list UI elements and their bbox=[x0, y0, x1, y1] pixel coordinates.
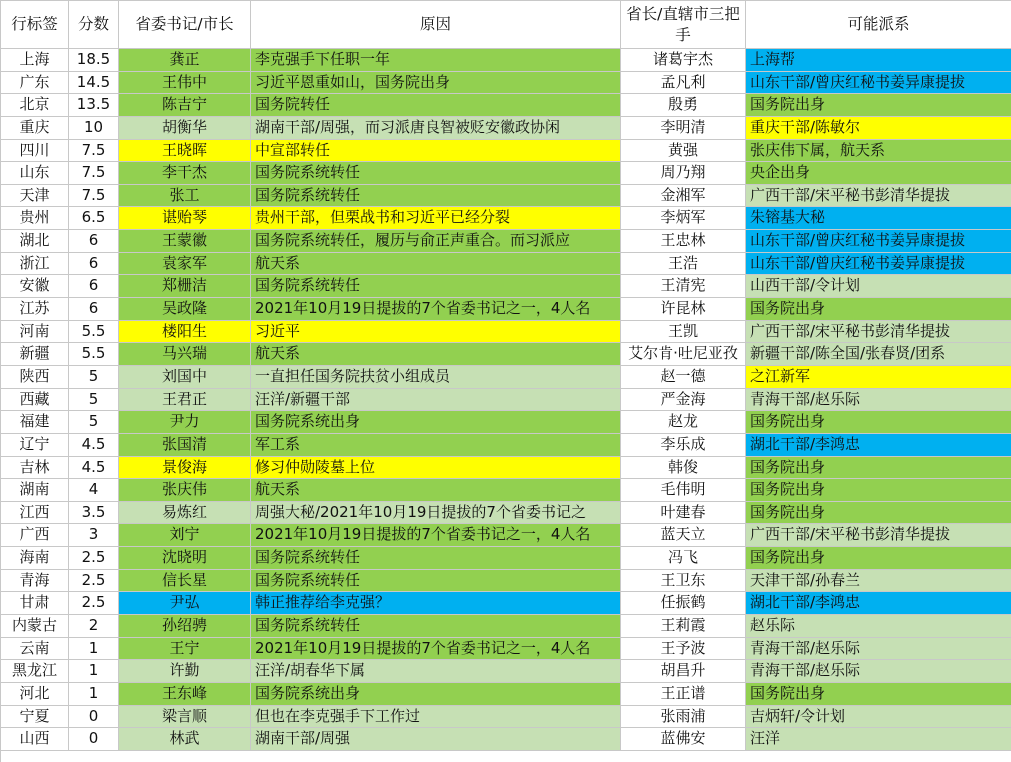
cell-province[interactable]: 四川 bbox=[1, 140, 69, 163]
cell-score[interactable]: 5.5 bbox=[69, 343, 119, 366]
cell-score[interactable]: 6 bbox=[69, 253, 119, 276]
cell-score[interactable]: 1 bbox=[69, 660, 119, 683]
cell-province[interactable]: 江西 bbox=[1, 502, 69, 525]
cell-reason[interactable]: 汪洋/胡春华下属 bbox=[251, 660, 621, 683]
cell-reason[interactable]: 2021年10月19日提拔的7个省委书记之一，4人名 bbox=[251, 638, 621, 661]
cell-province[interactable]: 贵州 bbox=[1, 207, 69, 230]
cell-secretary[interactable]: 胡衡华 bbox=[119, 117, 251, 140]
cell-score[interactable]: 2 bbox=[69, 615, 119, 638]
cell-score[interactable]: 7.5 bbox=[69, 140, 119, 163]
cell-faction[interactable]: 山东干部/曾庆红秘书姜异康提拔 bbox=[746, 253, 1011, 276]
cell-secretary[interactable]: 刘国中 bbox=[119, 366, 251, 389]
cell-score[interactable]: 1 bbox=[69, 638, 119, 661]
cell-faction[interactable]: 国务院出身 bbox=[746, 457, 1011, 480]
cell-governor[interactable]: 赵龙 bbox=[621, 411, 746, 434]
cell-province[interactable]: 上海 bbox=[1, 49, 69, 72]
cell-score[interactable]: 1 bbox=[69, 683, 119, 706]
cell-score[interactable]: 5 bbox=[69, 389, 119, 412]
cell-province[interactable]: 北京 bbox=[1, 94, 69, 117]
cell-province[interactable]: 甘肃 bbox=[1, 592, 69, 615]
cell-governor[interactable]: 王予波 bbox=[621, 638, 746, 661]
cell-province[interactable]: 安徽 bbox=[1, 275, 69, 298]
cell-governor[interactable]: 孟凡利 bbox=[621, 72, 746, 95]
cell-reason[interactable]: 国务院系统出身 bbox=[251, 411, 621, 434]
cell-reason[interactable]: 习近平恩重如山，国务院出身 bbox=[251, 72, 621, 95]
cell-faction[interactable]: 广西干部/宋平秘书彭清华提拔 bbox=[746, 321, 1011, 344]
cell-faction[interactable]: 山东干部/曾庆红秘书姜异康提拔 bbox=[746, 72, 1011, 95]
cell-faction[interactable]: 国务院出身 bbox=[746, 547, 1011, 570]
cell-secretary[interactable]: 尹力 bbox=[119, 411, 251, 434]
cell-score[interactable]: 6 bbox=[69, 230, 119, 253]
cell-province[interactable]: 湖北 bbox=[1, 230, 69, 253]
cell-faction[interactable]: 国务院出身 bbox=[746, 411, 1011, 434]
cell-reason[interactable]: 航天系 bbox=[251, 253, 621, 276]
cell-faction[interactable]: 张庆伟下属，航天系 bbox=[746, 140, 1011, 163]
cell-score[interactable]: 4.5 bbox=[69, 434, 119, 457]
cell-score[interactable]: 3.5 bbox=[69, 502, 119, 525]
cell-secretary[interactable]: 王宁 bbox=[119, 638, 251, 661]
header-cell-province[interactable]: 行标签 bbox=[1, 1, 69, 49]
header-cell-secretary[interactable]: 省委书记/市长 bbox=[119, 1, 251, 49]
cell-reason[interactable]: 习近平 bbox=[251, 321, 621, 344]
cell-score[interactable]: 3 bbox=[69, 524, 119, 547]
cell-reason[interactable]: 贵州干部，但栗战书和习近平已经分裂 bbox=[251, 207, 621, 230]
cell-governor[interactable]: 王忠林 bbox=[621, 230, 746, 253]
cell-faction[interactable]: 国务院出身 bbox=[746, 502, 1011, 525]
cell-governor[interactable]: 胡昌升 bbox=[621, 660, 746, 683]
cell-reason[interactable]: 国务院转任 bbox=[251, 94, 621, 117]
cell-reason[interactable]: 湖南干部/周强 bbox=[251, 728, 621, 751]
cell-faction[interactable]: 赵乐际 bbox=[746, 615, 1011, 638]
cell-secretary[interactable]: 张工 bbox=[119, 185, 251, 208]
cell-reason[interactable]: 国务院系统转任 bbox=[251, 275, 621, 298]
cell-governor[interactable]: 诸葛宇杰 bbox=[621, 49, 746, 72]
cell-reason[interactable]: 2021年10月19日提拔的7个省委书记之一，4人名 bbox=[251, 298, 621, 321]
cell-governor[interactable]: 李乐成 bbox=[621, 434, 746, 457]
cell-reason[interactable]: 韩正推荐给李克强？ bbox=[251, 592, 621, 615]
cell-reason[interactable]: 一直担任国务院扶贫小组成员 bbox=[251, 366, 621, 389]
cell-governor[interactable]: 王凯 bbox=[621, 321, 746, 344]
cell-province[interactable]: 内蒙古 bbox=[1, 615, 69, 638]
cell-faction[interactable]: 国务院出身 bbox=[746, 479, 1011, 502]
cell-province[interactable]: 辽宁 bbox=[1, 434, 69, 457]
cell-faction[interactable]: 天津干部/孙春兰 bbox=[746, 570, 1011, 593]
cell-reason[interactable]: 汪洋/新疆干部 bbox=[251, 389, 621, 412]
cell-governor[interactable]: 王正谱 bbox=[621, 683, 746, 706]
cell-reason[interactable]: 航天系 bbox=[251, 343, 621, 366]
cell-secretary[interactable]: 谌贻琴 bbox=[119, 207, 251, 230]
cell-faction[interactable]: 吉炳轩/令计划 bbox=[746, 706, 1011, 729]
cell-faction[interactable]: 青海干部/赵乐际 bbox=[746, 660, 1011, 683]
cell-province[interactable]: 广西 bbox=[1, 524, 69, 547]
cell-secretary[interactable]: 张庆伟 bbox=[119, 479, 251, 502]
cell-province[interactable]: 吉林 bbox=[1, 457, 69, 480]
cell-secretary[interactable]: 王君正 bbox=[119, 389, 251, 412]
cell-governor[interactable]: 赵一德 bbox=[621, 366, 746, 389]
cell-province[interactable]: 山西 bbox=[1, 728, 69, 751]
cell-reason[interactable]: 修习仲勋陵墓上位 bbox=[251, 457, 621, 480]
cell-secretary[interactable]: 楼阳生 bbox=[119, 321, 251, 344]
cell-faction[interactable]: 之江新军 bbox=[746, 366, 1011, 389]
cell-faction[interactable]: 山西干部/令计划 bbox=[746, 275, 1011, 298]
cell-score[interactable]: 6 bbox=[69, 275, 119, 298]
cell-score[interactable]: 0 bbox=[69, 706, 119, 729]
cell-secretary[interactable]: 龚正 bbox=[119, 49, 251, 72]
cell-governor[interactable]: 任振鹤 bbox=[621, 592, 746, 615]
cell-governor[interactable]: 毛伟明 bbox=[621, 479, 746, 502]
cell-reason[interactable]: 航天系 bbox=[251, 479, 621, 502]
cell-secretary[interactable]: 马兴瑞 bbox=[119, 343, 251, 366]
cell-faction[interactable]: 朱镕基大秘 bbox=[746, 207, 1011, 230]
cell-province[interactable]: 黑龙江 bbox=[1, 660, 69, 683]
cell-faction[interactable]: 山东干部/曾庆红秘书姜异康提拔 bbox=[746, 230, 1011, 253]
cell-score[interactable]: 7.5 bbox=[69, 162, 119, 185]
cell-faction[interactable]: 国务院出身 bbox=[746, 94, 1011, 117]
cell-reason[interactable]: 周强大秘/2021年10月19日提拔的7个省委书记之 bbox=[251, 502, 621, 525]
cell-province[interactable]: 山东 bbox=[1, 162, 69, 185]
cell-province[interactable]: 西藏 bbox=[1, 389, 69, 412]
cell-governor[interactable]: 金湘军 bbox=[621, 185, 746, 208]
cell-score[interactable]: 2.5 bbox=[69, 547, 119, 570]
cell-secretary[interactable]: 刘宁 bbox=[119, 524, 251, 547]
header-cell-reason[interactable]: 原因 bbox=[251, 1, 621, 49]
cell-faction[interactable]: 广西干部/宋平秘书彭清华提拔 bbox=[746, 185, 1011, 208]
header-cell-governor[interactable]: 省长/直辖市三把手 bbox=[621, 1, 746, 49]
cell-reason[interactable]: 但也在李克强手下工作过 bbox=[251, 706, 621, 729]
cell-secretary[interactable]: 王伟中 bbox=[119, 72, 251, 95]
cell-governor[interactable]: 冯飞 bbox=[621, 547, 746, 570]
cell-secretary[interactable]: 吴政隆 bbox=[119, 298, 251, 321]
cell-faction[interactable]: 汪洋 bbox=[746, 728, 1011, 751]
cell-province[interactable]: 重庆 bbox=[1, 117, 69, 140]
cell-province[interactable]: 福建 bbox=[1, 411, 69, 434]
header-cell-score[interactable]: 分数 bbox=[69, 1, 119, 49]
cell-faction[interactable]: 央企出身 bbox=[746, 162, 1011, 185]
cell-score[interactable]: 5 bbox=[69, 366, 119, 389]
cell-secretary[interactable]: 王晓晖 bbox=[119, 140, 251, 163]
cell-reason[interactable]: 国务院系统转任 bbox=[251, 547, 621, 570]
cell-reason[interactable]: 国务院系统转任，履历与俞正声重合。而习派应 bbox=[251, 230, 621, 253]
cell-reason[interactable]: 国务院系统转任 bbox=[251, 570, 621, 593]
cell-reason[interactable]: 军工系 bbox=[251, 434, 621, 457]
cell-reason[interactable]: 国务院系统出身 bbox=[251, 683, 621, 706]
cell-faction[interactable]: 湖北干部/李鸿忠 bbox=[746, 592, 1011, 615]
cell-faction[interactable]: 国务院出身 bbox=[746, 683, 1011, 706]
cell-secretary[interactable]: 林武 bbox=[119, 728, 251, 751]
cell-province[interactable]: 江苏 bbox=[1, 298, 69, 321]
cell-score[interactable]: 0 bbox=[69, 728, 119, 751]
cell-secretary[interactable]: 尹弘 bbox=[119, 592, 251, 615]
cell-faction[interactable]: 湖北干部/李鸿忠 bbox=[746, 434, 1011, 457]
cell-governor[interactable]: 李明清 bbox=[621, 117, 746, 140]
cell-faction[interactable]: 重庆干部/陈敏尔 bbox=[746, 117, 1011, 140]
cell-governor[interactable]: 艾尔肯·吐尼亚孜 bbox=[621, 343, 746, 366]
cell-province[interactable]: 广东 bbox=[1, 72, 69, 95]
cell-faction[interactable]: 新疆干部/陈全国/张春贤/团系 bbox=[746, 343, 1011, 366]
cell-secretary[interactable]: 王东峰 bbox=[119, 683, 251, 706]
cell-faction[interactable]: 青海干部/赵乐际 bbox=[746, 638, 1011, 661]
cell-score[interactable]: 5.5 bbox=[69, 321, 119, 344]
cell-governor[interactable]: 严金海 bbox=[621, 389, 746, 412]
cell-province[interactable]: 天津 bbox=[1, 185, 69, 208]
cell-governor[interactable]: 黄强 bbox=[621, 140, 746, 163]
cell-reason[interactable]: 李克强手下任职一年 bbox=[251, 49, 621, 72]
cell-province[interactable]: 湖南 bbox=[1, 479, 69, 502]
cell-score[interactable]: 6 bbox=[69, 298, 119, 321]
cell-secretary[interactable]: 沈晓明 bbox=[119, 547, 251, 570]
cell-governor[interactable]: 王浩 bbox=[621, 253, 746, 276]
cell-secretary[interactable]: 陈吉宁 bbox=[119, 94, 251, 117]
cell-governor[interactable]: 蓝佛安 bbox=[621, 728, 746, 751]
cell-secretary[interactable]: 孙绍骋 bbox=[119, 615, 251, 638]
cell-province[interactable]: 云南 bbox=[1, 638, 69, 661]
cell-province[interactable]: 浙江 bbox=[1, 253, 69, 276]
cell-score[interactable]: 2.5 bbox=[69, 592, 119, 615]
cell-governor[interactable]: 许昆林 bbox=[621, 298, 746, 321]
cell-faction[interactable]: 广西干部/宋平秘书彭清华提拔 bbox=[746, 524, 1011, 547]
cell-province[interactable]: 河南 bbox=[1, 321, 69, 344]
cell-governor[interactable]: 蓝天立 bbox=[621, 524, 746, 547]
cell-score[interactable]: 18.5 bbox=[69, 49, 119, 72]
cell-province[interactable]: 海南 bbox=[1, 547, 69, 570]
cell-governor[interactable]: 王卫东 bbox=[621, 570, 746, 593]
cell-reason[interactable]: 国务院系统转任 bbox=[251, 185, 621, 208]
cell-secretary[interactable]: 许勤 bbox=[119, 660, 251, 683]
cell-secretary[interactable]: 王蒙徽 bbox=[119, 230, 251, 253]
cell-reason[interactable]: 国务院系统转任 bbox=[251, 162, 621, 185]
cell-secretary[interactable]: 郑栅洁 bbox=[119, 275, 251, 298]
cell-score[interactable]: 5 bbox=[69, 411, 119, 434]
cell-secretary[interactable]: 梁言顺 bbox=[119, 706, 251, 729]
cell-score[interactable]: 13.5 bbox=[69, 94, 119, 117]
cell-score[interactable]: 10 bbox=[69, 117, 119, 140]
cell-governor[interactable]: 王清宪 bbox=[621, 275, 746, 298]
cell-governor[interactable]: 殷勇 bbox=[621, 94, 746, 117]
cell-faction[interactable]: 上海帮 bbox=[746, 49, 1011, 72]
cell-governor[interactable]: 叶建春 bbox=[621, 502, 746, 525]
cell-reason[interactable]: 2021年10月19日提拔的7个省委书记之一，4人名 bbox=[251, 524, 621, 547]
cell-province[interactable]: 陕西 bbox=[1, 366, 69, 389]
cell-faction[interactable]: 国务院出身 bbox=[746, 298, 1011, 321]
header-cell-faction[interactable]: 可能派系 bbox=[746, 1, 1011, 49]
cell-province[interactable]: 新疆 bbox=[1, 343, 69, 366]
cell-reason[interactable]: 国务院系统转任 bbox=[251, 615, 621, 638]
cell-reason[interactable]: 中宣部转任 bbox=[251, 140, 621, 163]
cell-score[interactable]: 7.5 bbox=[69, 185, 119, 208]
cell-secretary[interactable]: 张国清 bbox=[119, 434, 251, 457]
cell-score[interactable]: 14.5 bbox=[69, 72, 119, 95]
cell-governor[interactable]: 王莉霞 bbox=[621, 615, 746, 638]
cell-score[interactable]: 2.5 bbox=[69, 570, 119, 593]
cell-score[interactable]: 4 bbox=[69, 479, 119, 502]
cell-governor[interactable]: 周乃翔 bbox=[621, 162, 746, 185]
cell-governor[interactable]: 韩俊 bbox=[621, 457, 746, 480]
cell-score[interactable]: 4.5 bbox=[69, 457, 119, 480]
cell-secretary[interactable]: 袁家军 bbox=[119, 253, 251, 276]
cell-reason[interactable]: 湖南干部/周强，而习派唐良智被贬安徽政协闲 bbox=[251, 117, 621, 140]
cell-score[interactable]: 6.5 bbox=[69, 207, 119, 230]
cell-province[interactable]: 青海 bbox=[1, 570, 69, 593]
cell-secretary[interactable]: 易炼红 bbox=[119, 502, 251, 525]
cell-province[interactable]: 河北 bbox=[1, 683, 69, 706]
cell-secretary[interactable]: 李干杰 bbox=[119, 162, 251, 185]
cell-secretary[interactable]: 景俊海 bbox=[119, 457, 251, 480]
cell-governor[interactable]: 李炳军 bbox=[621, 207, 746, 230]
cell-province[interactable]: 宁夏 bbox=[1, 706, 69, 729]
cell-faction[interactable]: 青海干部/赵乐际 bbox=[746, 389, 1011, 412]
cell-governor[interactable]: 张雨浦 bbox=[621, 706, 746, 729]
cell-secretary[interactable]: 信长星 bbox=[119, 570, 251, 593]
